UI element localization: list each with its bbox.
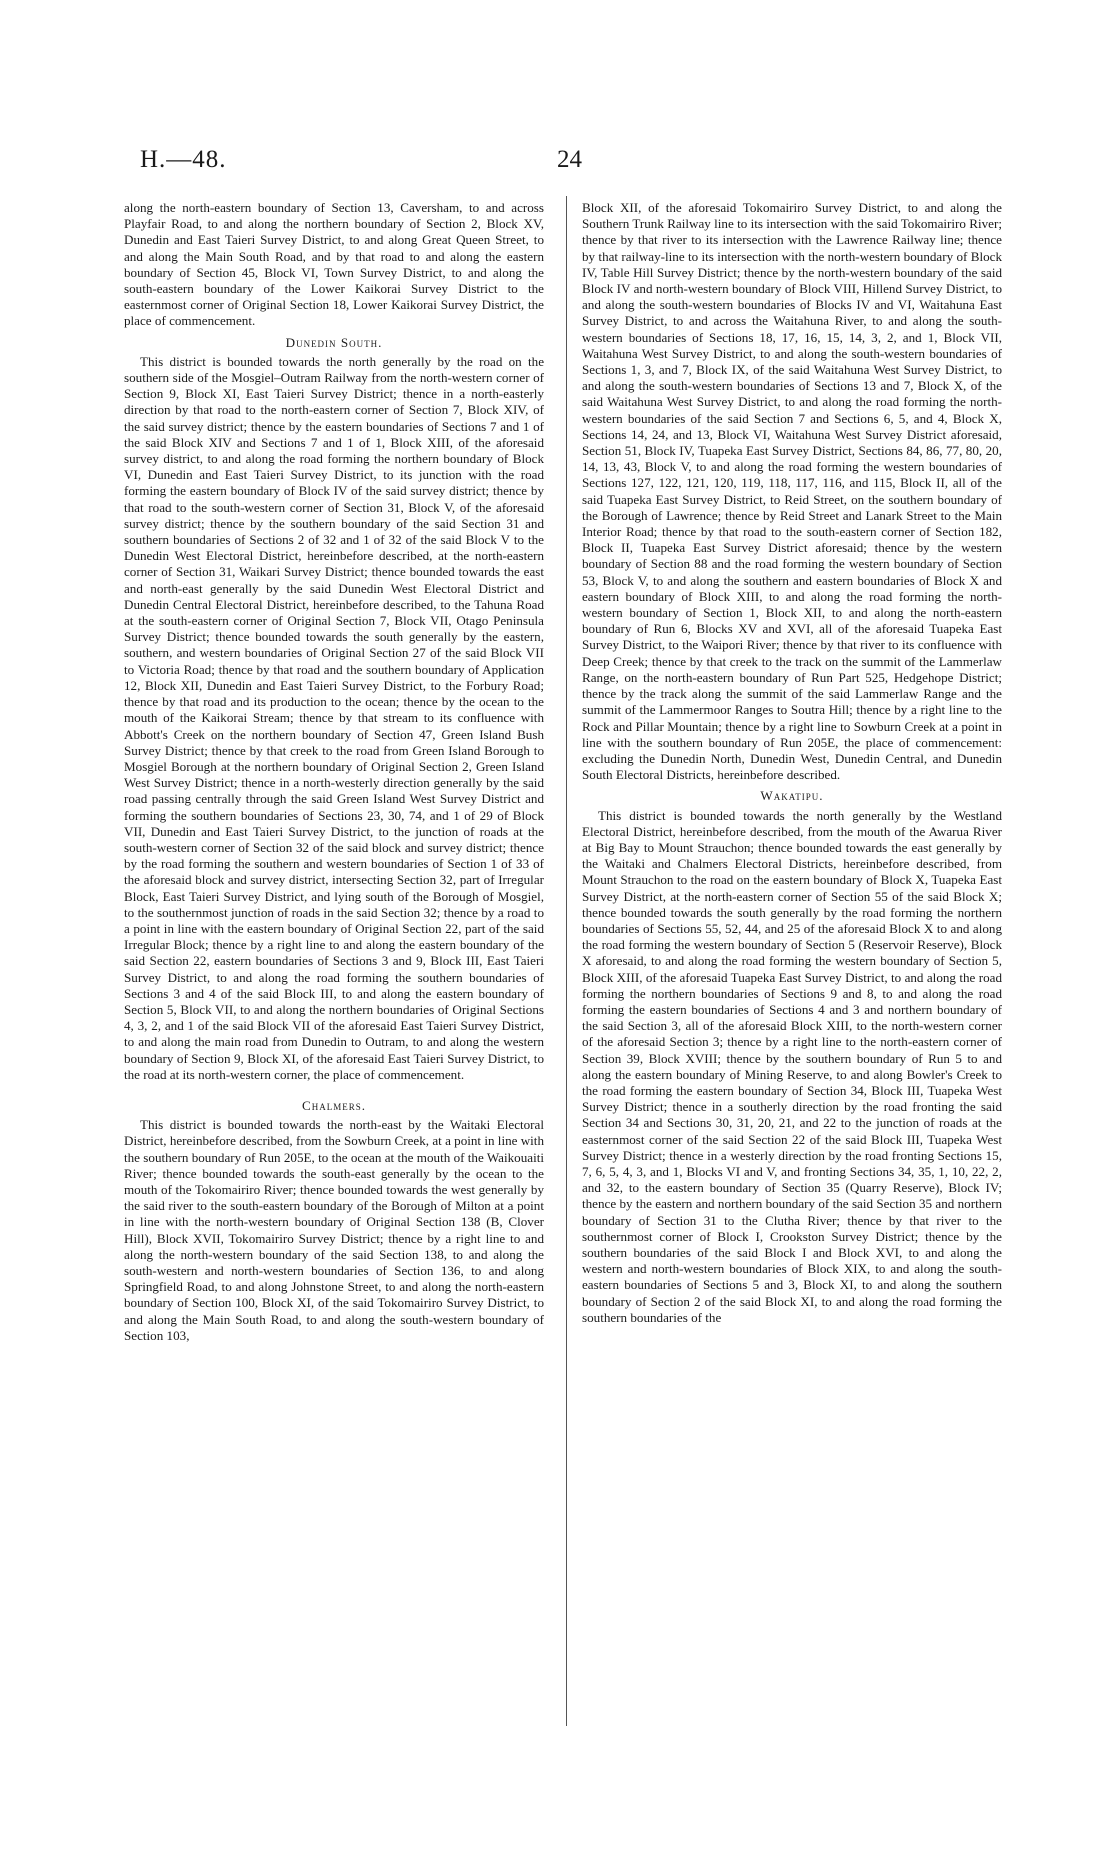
column-divider bbox=[566, 196, 567, 1726]
section-heading-chalmers: Chalmers. bbox=[301, 1097, 366, 1113]
paper-number: H.—48. bbox=[140, 146, 227, 173]
right-column bbox=[582, 200, 1002, 1326]
section-heading-wakatipu: Wakatipu. bbox=[760, 788, 824, 804]
section-heading-dunedin-south: Dunedin South. bbox=[285, 334, 383, 350]
paragraph-continuation: along the north-eastern boundary of Section 13, Caversham, to and across Playfair Road, to and along the northern boundary of Section 2, Block XV, Dunedin and East Taieri Survey District, to and along Great Queen Street, to and along the Main South Road, and by that road to and along the eastern boundary of Section 45, Block VI, Town Survey District, to and along the south-eastern boundary of the Lower Kaikorai Survey District to the easternmost corner of Original Section 18, Lower Kaikorai Survey District, the place of commencement. bbox=[124, 200, 544, 329]
left-column bbox=[124, 200, 544, 1344]
paragraph-chalmers-continuation: Block XII, of the aforesaid Tokomairiro Survey District, to and along the Southern Trunk Railway line to its intersection with the said Tokomairiro River; thence by that river to its intersection with the Lawrence Railway line; thence by that railway-line to its intersection with the north-western boundary of Block IV, Table Hill Survey District; thence by the north-western boundary of the said Block IV and north-western boundary of Block VIII, Hillend Survey District, to and along the south-western boundaries of Blocks IV and VI, Waitahuna East Survey District, to and across the Waitahuna River, to and along the south-western boundaries of Sections 18, 17, 16, 15, 14, 3, 2, and 1, Block VII, Waitahuna West Survey District, to and along the south-western boundaries of Sections 1, 3, and 7, Block IX, of the said Waitahuna West Survey District, to and along the south-western boundaries of Sections 13 and 7, Block X, of the said Waitahuna West Survey District, to and along the road forming the north-western boundaries of the said Section 7 and Sections 6, 5, and 4, Block X, Sections 14, 24, and 13, Block VI, Waitahuna West Survey District aforesaid, Section 51, Block IV, Tuapeka East Survey District, Sections 84, 86, 77, 80, 20, 14, 13, 43, Block V, to and along the road forming the western boundaries of Sections 127, 122, 121, 120, 119, 118, 117, 116, and 115, Block II, all of the said Tuapeka East Survey District, to Reid Street, on the southern boundary of the Borough of Lawrence; thence by Reid Street and Lanark Street to the Main Interior Road; thence by that road to the south-eastern corner of Section 182, Block II, Tuapeka East Survey District aforesaid; thence by the western boundary of Section 88 and the road forming the western boundary of Section 53, Block V, to and along the southern and eastern boundaries of Block X and eastern boundary of Block XIII, to and along the road forming the north-western boundary of Section 1, Block XII, to and along the north-eastern boundary of Run 6, Blocks XV and XVI, all of the aforesaid Tuapeka East Survey District, to the Waipori River; thence by that river to its confluence with Deep Creek; thence by that creek to the track on the summit of the Lammerlaw Range, on the north-eastern boundary of Run Part 525, Hedgehope District; thence by the track along the summit of the said Lammerlaw Range and the summit of the Lammermoor Ranges to Soutra Hill; thence by a right line to the Rock and Pillar Mountain; thence by a right line to Sowburn Creek at a point in line with the southern boundary of Run 205E, the place of commencement: excluding the Dunedin North, Dunedin West, Dunedin Central, and Dunedin South Electoral Districts, hereinbefore described. bbox=[582, 200, 1002, 783]
spacer bbox=[124, 1083, 544, 1093]
page-number: 24 bbox=[557, 146, 582, 173]
paragraph-chalmers: This district is bounded towards the north-east by the Waitaki Electoral District, hereinbefore described, from the Sowburn Creek, at a point in line with the southern boundary of Run 205E, to the ocean at the mouth of the Waikouaiti River; thence bounded towards the south-east generally by the ocean to the mouth of the Tokomairiro River; thence bounded towards the west generally by the said river to the south-eastern boundary of the Borough of Milton at a point in line with the north-western boundary of Original Section 138 (B, Clover Hill), Block XVII, Tokomairiro Survey District; thence by a right line to and along the north-western boundary of the said Section 138, to and along the south-western and north-western boundaries of Section 136, to and along Springfield Road, to and along Johnstone Street, to and along the north-eastern boundary of Section 100, Block XI, of the said Tokomairiro Survey District, to and along the Main South Road, to and along the south-western boundary of Section 103, bbox=[124, 1117, 544, 1343]
paragraph-wakatipu: This district is bounded towards the north generally by the Westland Electoral District, hereinbefore described, from the mouth of the Awarua River at Big Bay to Mount Strauchon; thence bounded towards the east generally by the Waitaki and Chalmers Electoral Districts, hereinbefore described, from Mount Strauchon to the road on the eastern boundary of Block X, Tuapeka East Survey District, at the north-eastern corner of Section 55 of the said Block X; thence bounded towards the south generally by the road forming the northern boundaries of Sections 55, 52, 44, and 25 of the aforesaid Block X to and along the road forming the western boundary of Section 5 (Reservoir Reserve), Block X aforesaid, to and along the road forming the western boundary of Section 5, Block XIII, of the aforesaid Tuapeka East Survey District, to and along the road forming the northern boundaries of Sections 9 and 8, to and along the road forming the eastern boundaries of Sections 4 and 3 and northern boundary of the said Section 3, all of the aforesaid Block XIII, to the north-western corner of the aforesaid Section 3; thence by a right line to the north-eastern corner of Section 39, Block XVIII; thence by the southern boundary of Run 5 to and along the eastern boundary of Mining Reserve, to and along Bowler's Creek to the road forming the eastern boundary of Section 34, Block III, Tuapeka West Survey District; thence in a southerly direction by the road fronting the said Section 34 and Sections 30, 31, 20, 21, and 22 to the junction of roads at the easternmost corner of the said Section 22 of the said Block III, Tuapeka West Survey District; thence in a westerly direction by the road fronting Sections 15, 7, 6, 5, 4, 3, and 1, Blocks VI and V, and fronting Sections 34, 35, 1, 10, 22, 2, and 32, to the eastern boundary of Section 35 (Quarry Reserve), Block IV; thence by the eastern and northern boundary of the said Section 35 and northern boundary of Section 31 to the Clutha River; thence by that river to the southernmost corner of Block I, Crookston Survey District; thence by the southern boundaries of the said Block I and Block XVI, to and along the western and north-western boundaries of Block XIX, to and along the south-eastern boundaries of Sections 5 and 3, Block XI, to and along the southern boundary of Section 2 of the said Block XI, to and along the road forming the southern boundaries of the bbox=[582, 807, 1002, 1325]
paragraph-dunedin-south: This district is bounded towards the north generally by the road on the southern side of the Mosgiel–Outram Railway from the north-western corner of Section 9, Block XI, East Taieri Survey District; thence in a north-easterly direction by that road to the north-eastern corner of Section 7, Block XIV, of the said survey district; thence by the eastern boundaries of Sections 7 and 1 of the said Block XIV and Sections 7 and 1 of 1, Block XIII, of the aforesaid survey district, to and along the road forming the northern boundary of Block VI, Dunedin and East Taieri Survey District, to its junction with the road forming the eastern boundary of Block IV of the said survey district; thence by that road to the south-western corner of Section 31, Block V, of the aforesaid survey district; thence by the southern boundary of the said Section 31 and southern boundaries of Sections 2 of 32 and 1 of 32 of the said Block V to the Dunedin West Electoral District, hereinbefore described, at the north-eastern corner of Section 31, Waikari Survey District; thence bounded towards the east and north-east generally by the said Dunedin West Electoral District and Dunedin Central Electoral District, hereinbefore described, to the Tahuna Road at the south-eastern corner of Original Section 7, Block VII, Otago Peninsula Survey District; thence bounded towards the south generally by the eastern, southern, and western boundaries of Original Section 27 of the said Block VII to Victoria Road; thence by that road and the southern boundary of Application 12, Block XII, Dunedin and East Taieri Survey District, to the Forbury Road; thence by that road and its production to the ocean; thence by the ocean to the mouth of the Kaikorai Stream; thence by that stream to its confluence with Abbott's Creek on the northern boundary of Section 47, Green Island Bush Survey District; thence by that creek to the road from Green Island Borough to Mosgiel Borough at the northern boundary of Original Section 2, Green Island West Survey District; thence in a north-westerly direction generally by the said road passing centrally through the said Green Island West Survey District and forming the southern boundaries of Sections 23, 30, 74, and 1 of 29 of Block VII, Dunedin and East Taieri Survey District, to the junction of roads at the south-western corner of Section 32 of the said block and survey district; thence by the road forming the southern and western boundaries of Section 1 of 33 of the aforesaid block and survey district, intersecting Section 32, part of Irregular Block, East Taieri Survey District, and lying south of the Borough of Mosgiel, to the southernmost junction of roads in the said Section 32; thence by a road to a point in line with the eastern boundary of Original Section 22, part of the said Irregular Block; thence by a right line to and along the eastern boundary of the said Section 22, eastern boundaries of Sections 3 and 9, Block III, East Taieri Survey District, to and along the road forming the southern boundaries of Sections 3 and 4 of the said Block III, to and along the eastern boundary of Section 5, Block VII, to and along the northern boundaries of Original Sections 4, 3, 2, and 1 of the said Block VII of the aforesaid East Taieri Survey District, to and along the main road from Dunedin to Outram, to and along the western boundary of Section 9, Block XI, of the aforesaid East Taieri Survey District, to the road at its north-western corner, the place of commencement. bbox=[124, 353, 544, 1082]
